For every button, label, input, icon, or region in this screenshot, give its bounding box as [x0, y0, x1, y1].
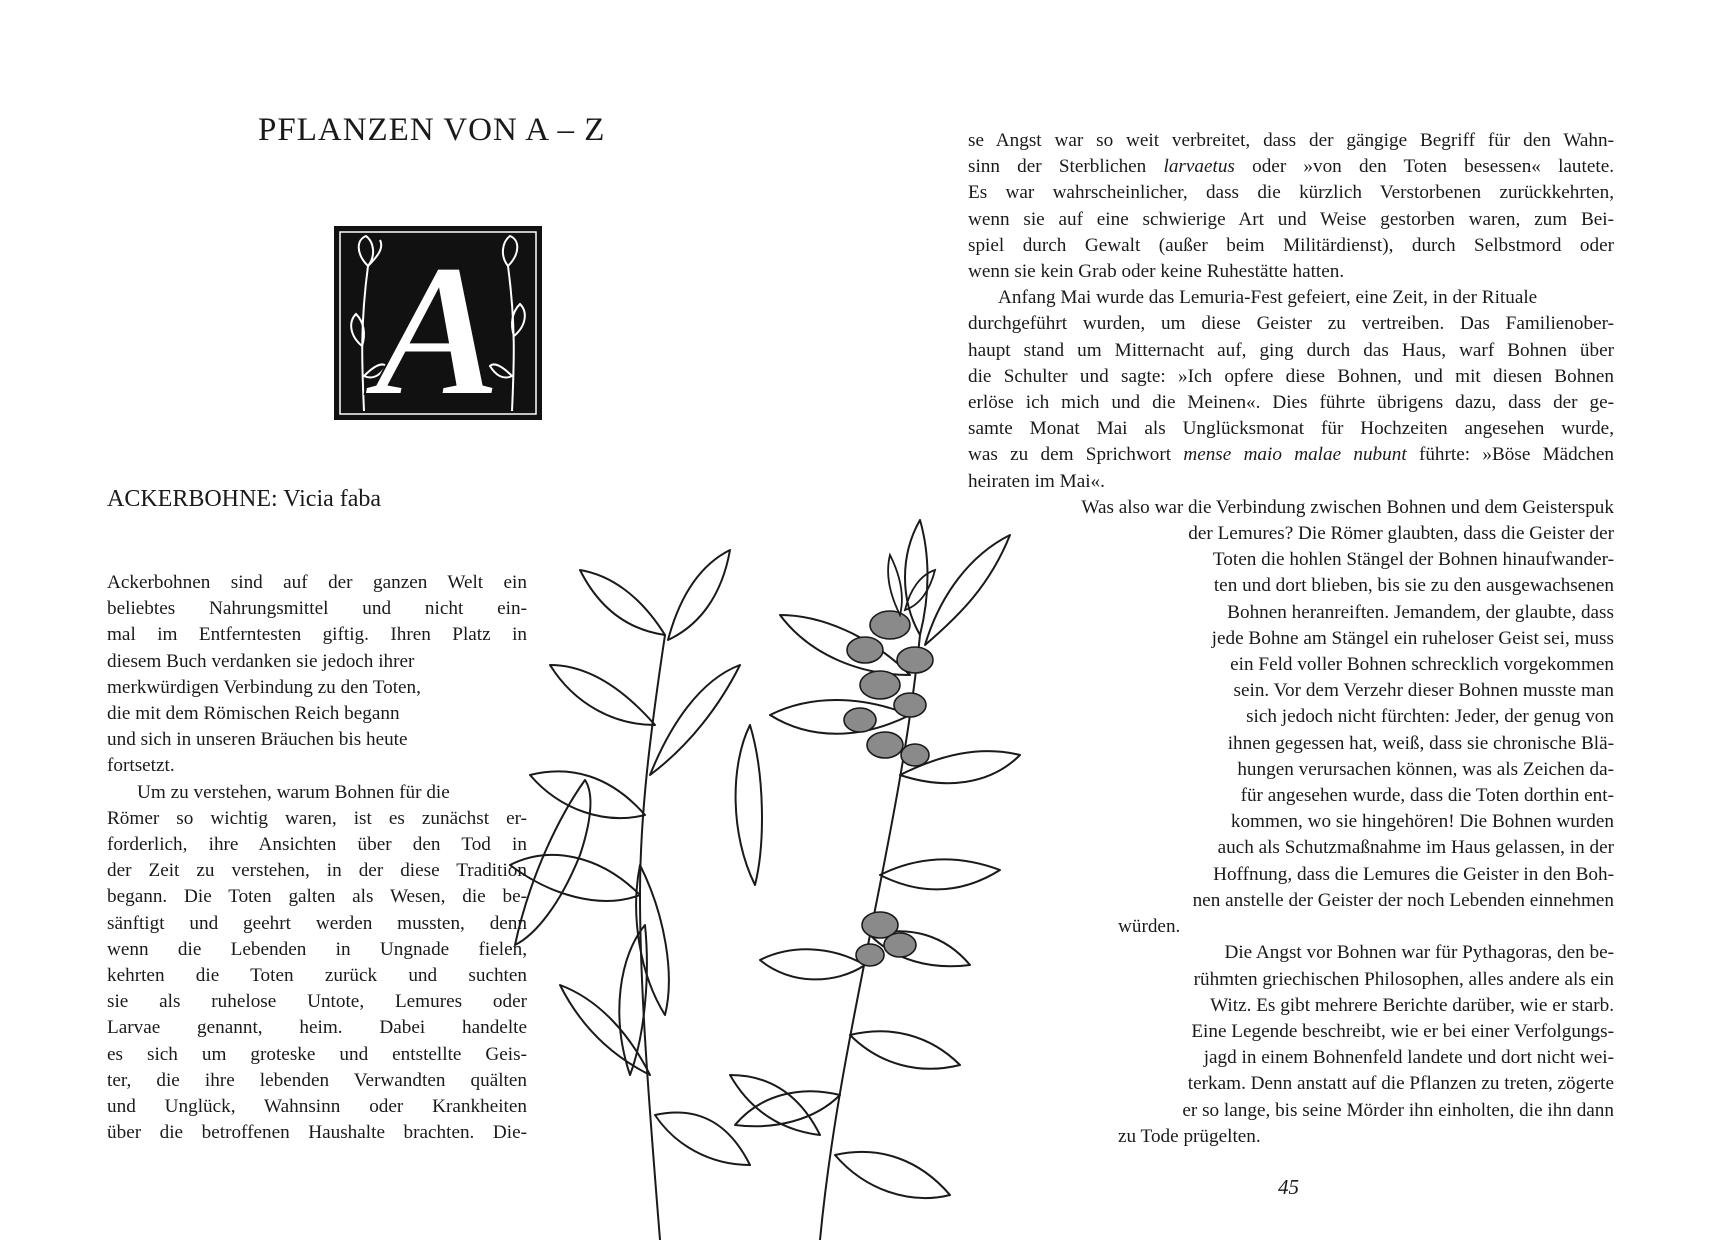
text-line: über die betroffenen Haushalte brachten. Die- [107, 1122, 527, 1144]
text-line: Eine Legende beschreibt, wie er bei einer Verfolgungs- [1191, 1020, 1614, 1042]
leaf [880, 859, 1000, 889]
text-line: sie als ruhelose Untote, Lemures oder [107, 991, 527, 1013]
text-line: Die Angst vor Bohnen war für Pythagoras, den be- [1224, 942, 1614, 964]
text-line: Larvae genannt, heim. Dabei handelte [107, 1017, 527, 1039]
text-line: heiraten im Mai«. [968, 470, 1105, 492]
broad-bean-illustration [490, 515, 1110, 1240]
flower-bud [888, 555, 902, 615]
text-line: Hoffnung, dass die Lemures die Geister in den Boh- [1213, 863, 1614, 885]
text-line: und Unglück, Wahnsinn oder Krankheiten [107, 1096, 527, 1118]
text-line: wenn sie kein Grab oder keine Ruhestätte hatten. [968, 261, 1345, 283]
paragraph-fear [968, 128, 1614, 285]
text-line: jede Bohne am Stängel ein ruheloser Geist sei, muss [1211, 627, 1614, 649]
text-line: sinn der Sterblichen larvaetus oder »von den Toten besessen« lautete. [968, 156, 1615, 178]
leaf [925, 535, 1010, 645]
text-line: forderlich, ihre Ansichten über den Tod in [107, 834, 527, 856]
text-line: Toten die hohlen Stängel der Bohnen hinaufwander- [1212, 549, 1614, 571]
text-line: Um zu verstehen, warum Bohnen für die [137, 781, 450, 803]
entry-name: ACKERBOHNE: [107, 486, 278, 512]
text-line: haupt stand um Mitternacht auf, ging durch das Haus, warf Bohnen über [968, 339, 1614, 361]
text-line: es sich um groteske und entstellte Geis- [107, 1043, 527, 1065]
text-line: samte Monat Mai als Unglücksmonat für Hochzeiten angesehen wurde, [968, 418, 1614, 440]
text-line: auch als Schutzmaßnahme im Haus gelassen, in der [1217, 837, 1614, 859]
text-line: Bohnen heranreiften. Jemandem, der glaubte, dass [1227, 601, 1614, 623]
text-line: rühmten griechischen Philosophen, alles andere als ein [1193, 968, 1614, 990]
leaf [735, 1091, 840, 1126]
text-line: mal im Entferntesten giftig. Ihren Platz in [107, 624, 527, 646]
text-line: Es war wahrscheinlicher, dass die kürzlich Verstorbenen zurückkehrten, [968, 182, 1614, 204]
text-line: Witz. Es gibt mehrere Berichte darüber, wie er starb. [1210, 994, 1614, 1016]
leaf [835, 1152, 950, 1198]
text-line: Was also war die Verbindung zwischen Bohnen und dem Geisterspuk [1081, 496, 1614, 518]
flower-bud [905, 570, 935, 610]
latin-term: larvaetus [1163, 156, 1235, 178]
text-line: die Schulter und sagte: »Ich opfere diese Bohnen, und mit diesen Bohnen [968, 365, 1614, 387]
leaf [905, 520, 928, 635]
text-line: erlöse ich mich und die Meinen«. Dies führte übrigens dazu, dass der ge- [968, 392, 1614, 414]
decorated-initial [334, 226, 542, 420]
text-line: kehrten die Toten zurück und suchten [107, 965, 527, 987]
bean-pod [736, 725, 762, 885]
latin-proverb: mense maio malae nubunt [1183, 444, 1407, 466]
text-line: se Angst war so weit verbreitet, dass der gängige Begriff für den Wahn- [968, 130, 1614, 151]
text-line: spiel durch Gewalt (außer beim Militärdienst), durch Selbstmord oder [968, 234, 1614, 256]
text-line: die mit dem Römischen Reich begann [107, 703, 400, 725]
leaf [770, 700, 910, 734]
text-line: terkam. Denn anstatt auf die Pflanzen zu treten, zögerte [1187, 1073, 1614, 1095]
text-line: ten und dort blieben, bis sie zu den ausgewachsenen [1213, 575, 1614, 597]
entry-latin: Vicia faba [283, 486, 382, 512]
bean-pod [515, 780, 590, 945]
initial-letter: A [374, 226, 502, 420]
leaf [760, 949, 865, 979]
left-column [107, 570, 527, 1146]
text-line: kommen, wo sie hingehören! Die Bohnen wurden [1230, 811, 1614, 833]
leaf [550, 665, 655, 725]
text-line: fortsetzt. [107, 755, 175, 777]
text-line: würden. [1118, 916, 1181, 938]
text-line: wenn die Lebenden in Ungnade fielen, [107, 938, 527, 960]
flower-cluster [844, 611, 933, 966]
text-line: Römer so wichtig waren, ist es zunächst er- [107, 807, 527, 829]
text-line: der Zeit zu verstehen, in der diese Tradition [107, 860, 527, 882]
text-line: beliebtes Nahrungsmittel und nicht ein- [107, 598, 527, 620]
text-line: ein Feld voller Bohnen schrecklich vorgekommen [1230, 654, 1614, 676]
paragraph-intro [107, 570, 527, 780]
text-line: hungen verursachen können, was als Zeichen da- [1237, 758, 1614, 780]
text-line: Anfang Mai wurde das Lemuria-Fest gefeiert, eine Zeit, in der Rituale [998, 287, 1538, 309]
text-line: diesem Buch verdanken sie jedoch ihrer [107, 650, 415, 672]
paragraph-romans [107, 780, 527, 1147]
text-line: zu Tode prügelten. [1118, 1125, 1261, 1147]
paragraph-lemuria [968, 285, 1614, 495]
text-line: was zu dem Sprichwort mense maio malae nubunt führte: »Böse Mädchen [968, 444, 1614, 466]
text-line: wenn sie auf eine schwierige Art und Weise gestorben waren, zum Bei- [968, 208, 1614, 230]
text-line: nen anstelle der Geister der noch Lebenden einnehmen [1192, 889, 1614, 911]
text-line: sänftigt und geehrt werden mussten, denn [107, 912, 527, 934]
leaf [668, 550, 730, 640]
page-title: PFLANZEN VON A – Z [258, 112, 606, 148]
text-line: jagd in einem Bohnenfeld landete und dort nicht wei- [1203, 1047, 1614, 1069]
entry-heading [107, 486, 381, 513]
leaf [650, 665, 740, 775]
text-line: ihnen gegessen hat, weiß, dass sie chronische Blä- [1227, 732, 1614, 754]
text-line: und sich in unseren Bräuchen bis heute [107, 729, 408, 751]
text-line: für angesehen wurde, dass die Toten dorthin ent- [1240, 785, 1614, 807]
text-line: begann. Die Toten galten als Wesen, die be- [107, 886, 527, 908]
text-line: sein. Vor dem Verzehr dieser Bohnen musste man [1233, 680, 1614, 702]
leaf [560, 985, 650, 1075]
leaf [530, 771, 645, 818]
page-number: 45 [1278, 1175, 1299, 1199]
leaf [850, 1031, 960, 1069]
text-line: merkwürdigen Verbindung zu den Toten, [107, 676, 421, 698]
text-line: Ackerbohnen sind auf der ganzen Welt ein [107, 572, 527, 593]
text-line: der Lemures? Die Römer glaubten, dass die Geister der [1188, 523, 1614, 545]
text-line: ter, die ihre lebenden Verwandten quälten [107, 1069, 527, 1091]
text-line: durchgeführt wurden, um diese Geister zu vertreiben. Das Familienober- [968, 313, 1614, 335]
text-line: er so lange, bis seine Mörder ihn einholten, die ihn dann [1182, 1099, 1614, 1121]
text-line: sich jedoch nicht fürchten: Jeder, der genug von [1246, 706, 1614, 728]
leaf [655, 1112, 750, 1165]
leaf [580, 570, 665, 635]
